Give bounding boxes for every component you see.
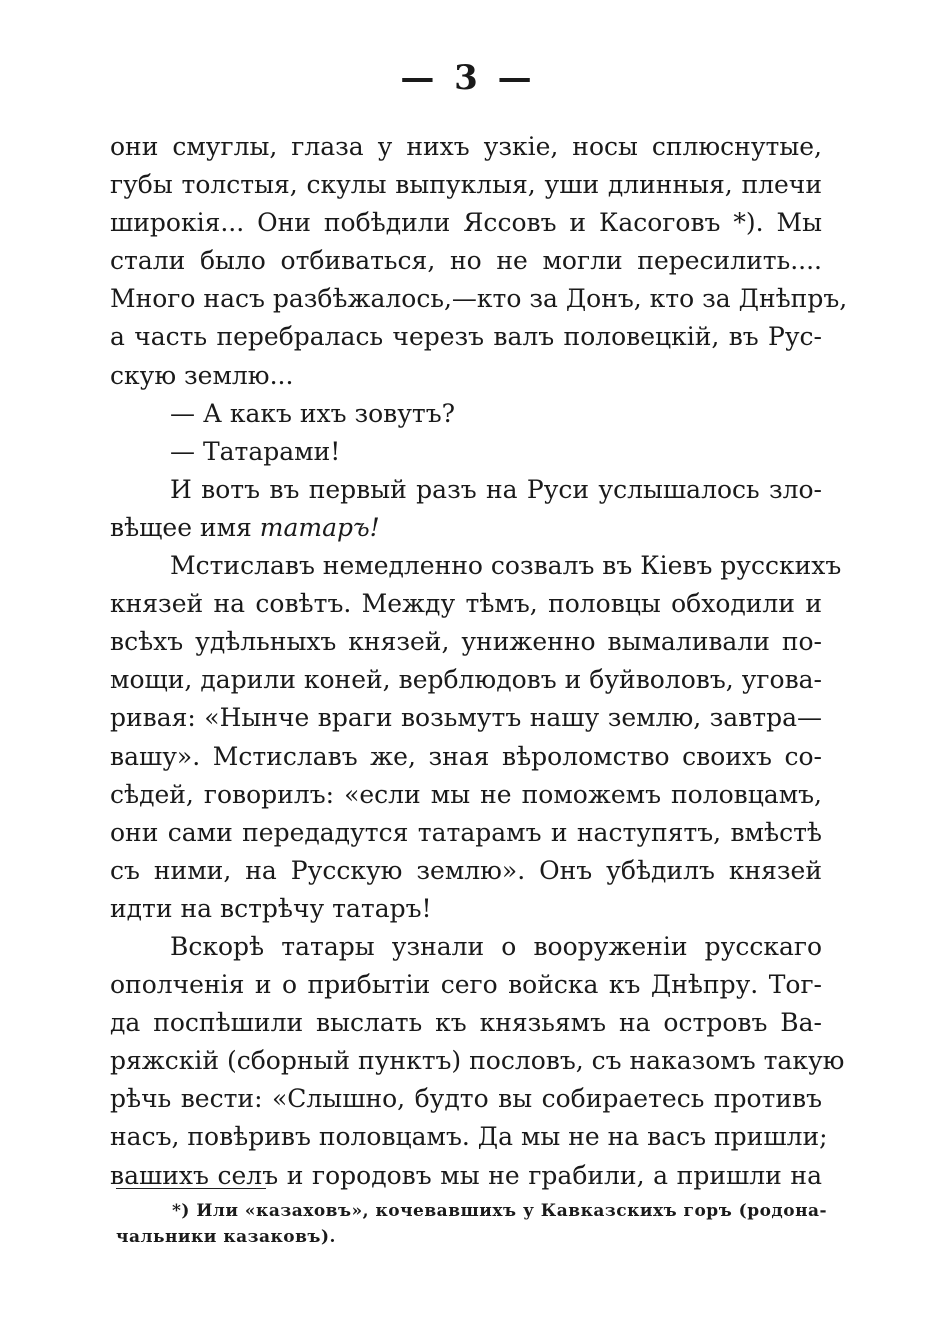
text-line: скую землю... <box>110 360 294 390</box>
main-text <box>110 128 848 1195</box>
text-line: ополченія и о прибытіи сего войска къ Днѣпру. Тог- <box>110 970 822 1000</box>
text-line: да поспѣшили выслать къ князьямъ на островъ Ва- <box>110 1008 822 1038</box>
text-line: ряжскій (сборный пунктъ) пословъ, съ наказомъ такую <box>110 1046 845 1076</box>
paragraph-start-line: И вотъ въ первый разъ на Руси услышалось зло- <box>170 474 822 504</box>
footnote <box>116 1198 828 1250</box>
text-line: насъ, повѣривъ половцамъ. Да мы не на васъ пришли; <box>110 1122 828 1152</box>
page-number: — 3 — <box>400 58 536 98</box>
text-line: они сами передадутся татарамъ и наступятъ, вмѣстѣ <box>110 817 822 847</box>
footnote-line: *) Или «казаховъ», кочевавшихъ у Кавказскихъ горъ (родона- <box>172 1201 828 1221</box>
dialog-line: — Татарами! <box>170 436 341 466</box>
text-line: мощи, дарили коней, верблюдовъ и буйволовъ, угова- <box>110 665 822 695</box>
text-line: вашу». Мстиславъ же, зная вѣроломство своихъ со- <box>110 741 822 771</box>
text-line: рѣчь вести: «Слышно, будто вы собираетесь противъ <box>110 1084 822 1114</box>
text-line: губы толстыя, скулы выпуклыя, уши длинныя, плечи <box>110 170 822 200</box>
text-line: широкія... Они побѣдили Яссовъ и Касоговъ *). Мы <box>110 208 822 238</box>
dialog-line: — А какъ ихъ зовутъ? <box>170 398 456 428</box>
text-line: всѣхъ удѣльныхъ князей, униженно вымаливали по- <box>110 627 822 657</box>
paragraph-start-line: Вскорѣ татары узнали о вооруженіи русскаго <box>170 931 822 961</box>
text-line: Много насъ разбѣжалось,—кто за Донъ, кто за Днѣпръ, <box>110 284 848 314</box>
paragraph-start-line: Мстиславъ немедленно созвалъ въ Кіевъ русскихъ <box>170 551 842 581</box>
italic-word: татаръ! <box>259 512 380 542</box>
text-line: а часть перебралась черезъ валъ половецкій, въ Рус- <box>110 322 822 352</box>
text-line: князей на совѣтъ. Между тѣмъ, половцы обходили и <box>110 589 822 619</box>
text-line: ривая: «Нынче враги возьмутъ нашу землю, завтра— <box>110 703 822 733</box>
footnote-divider <box>116 1188 266 1189</box>
footnote-line: чальники казаковъ). <box>116 1227 336 1247</box>
text-fragment: вѣщее имя <box>110 512 260 542</box>
text-line: они смуглы, глаза у нихъ узкіе, носы сплюснутые, <box>110 132 822 161</box>
text-line: идти на встрѣчу татаръ! <box>110 893 432 923</box>
text-line: съ ними, на Русскую землю». Онъ убѣдилъ князей <box>110 855 822 885</box>
text-line-with-italic <box>110 509 822 547</box>
text-line: вашихъ селъ и городовъ мы не грабили, а пришли на <box>110 1160 822 1190</box>
text-line: стали было отбиваться, но не могли пересилить.... <box>110 246 822 276</box>
text-line: сѣдей, говорилъ: «если мы не поможемъ половцамъ, <box>110 779 822 809</box>
